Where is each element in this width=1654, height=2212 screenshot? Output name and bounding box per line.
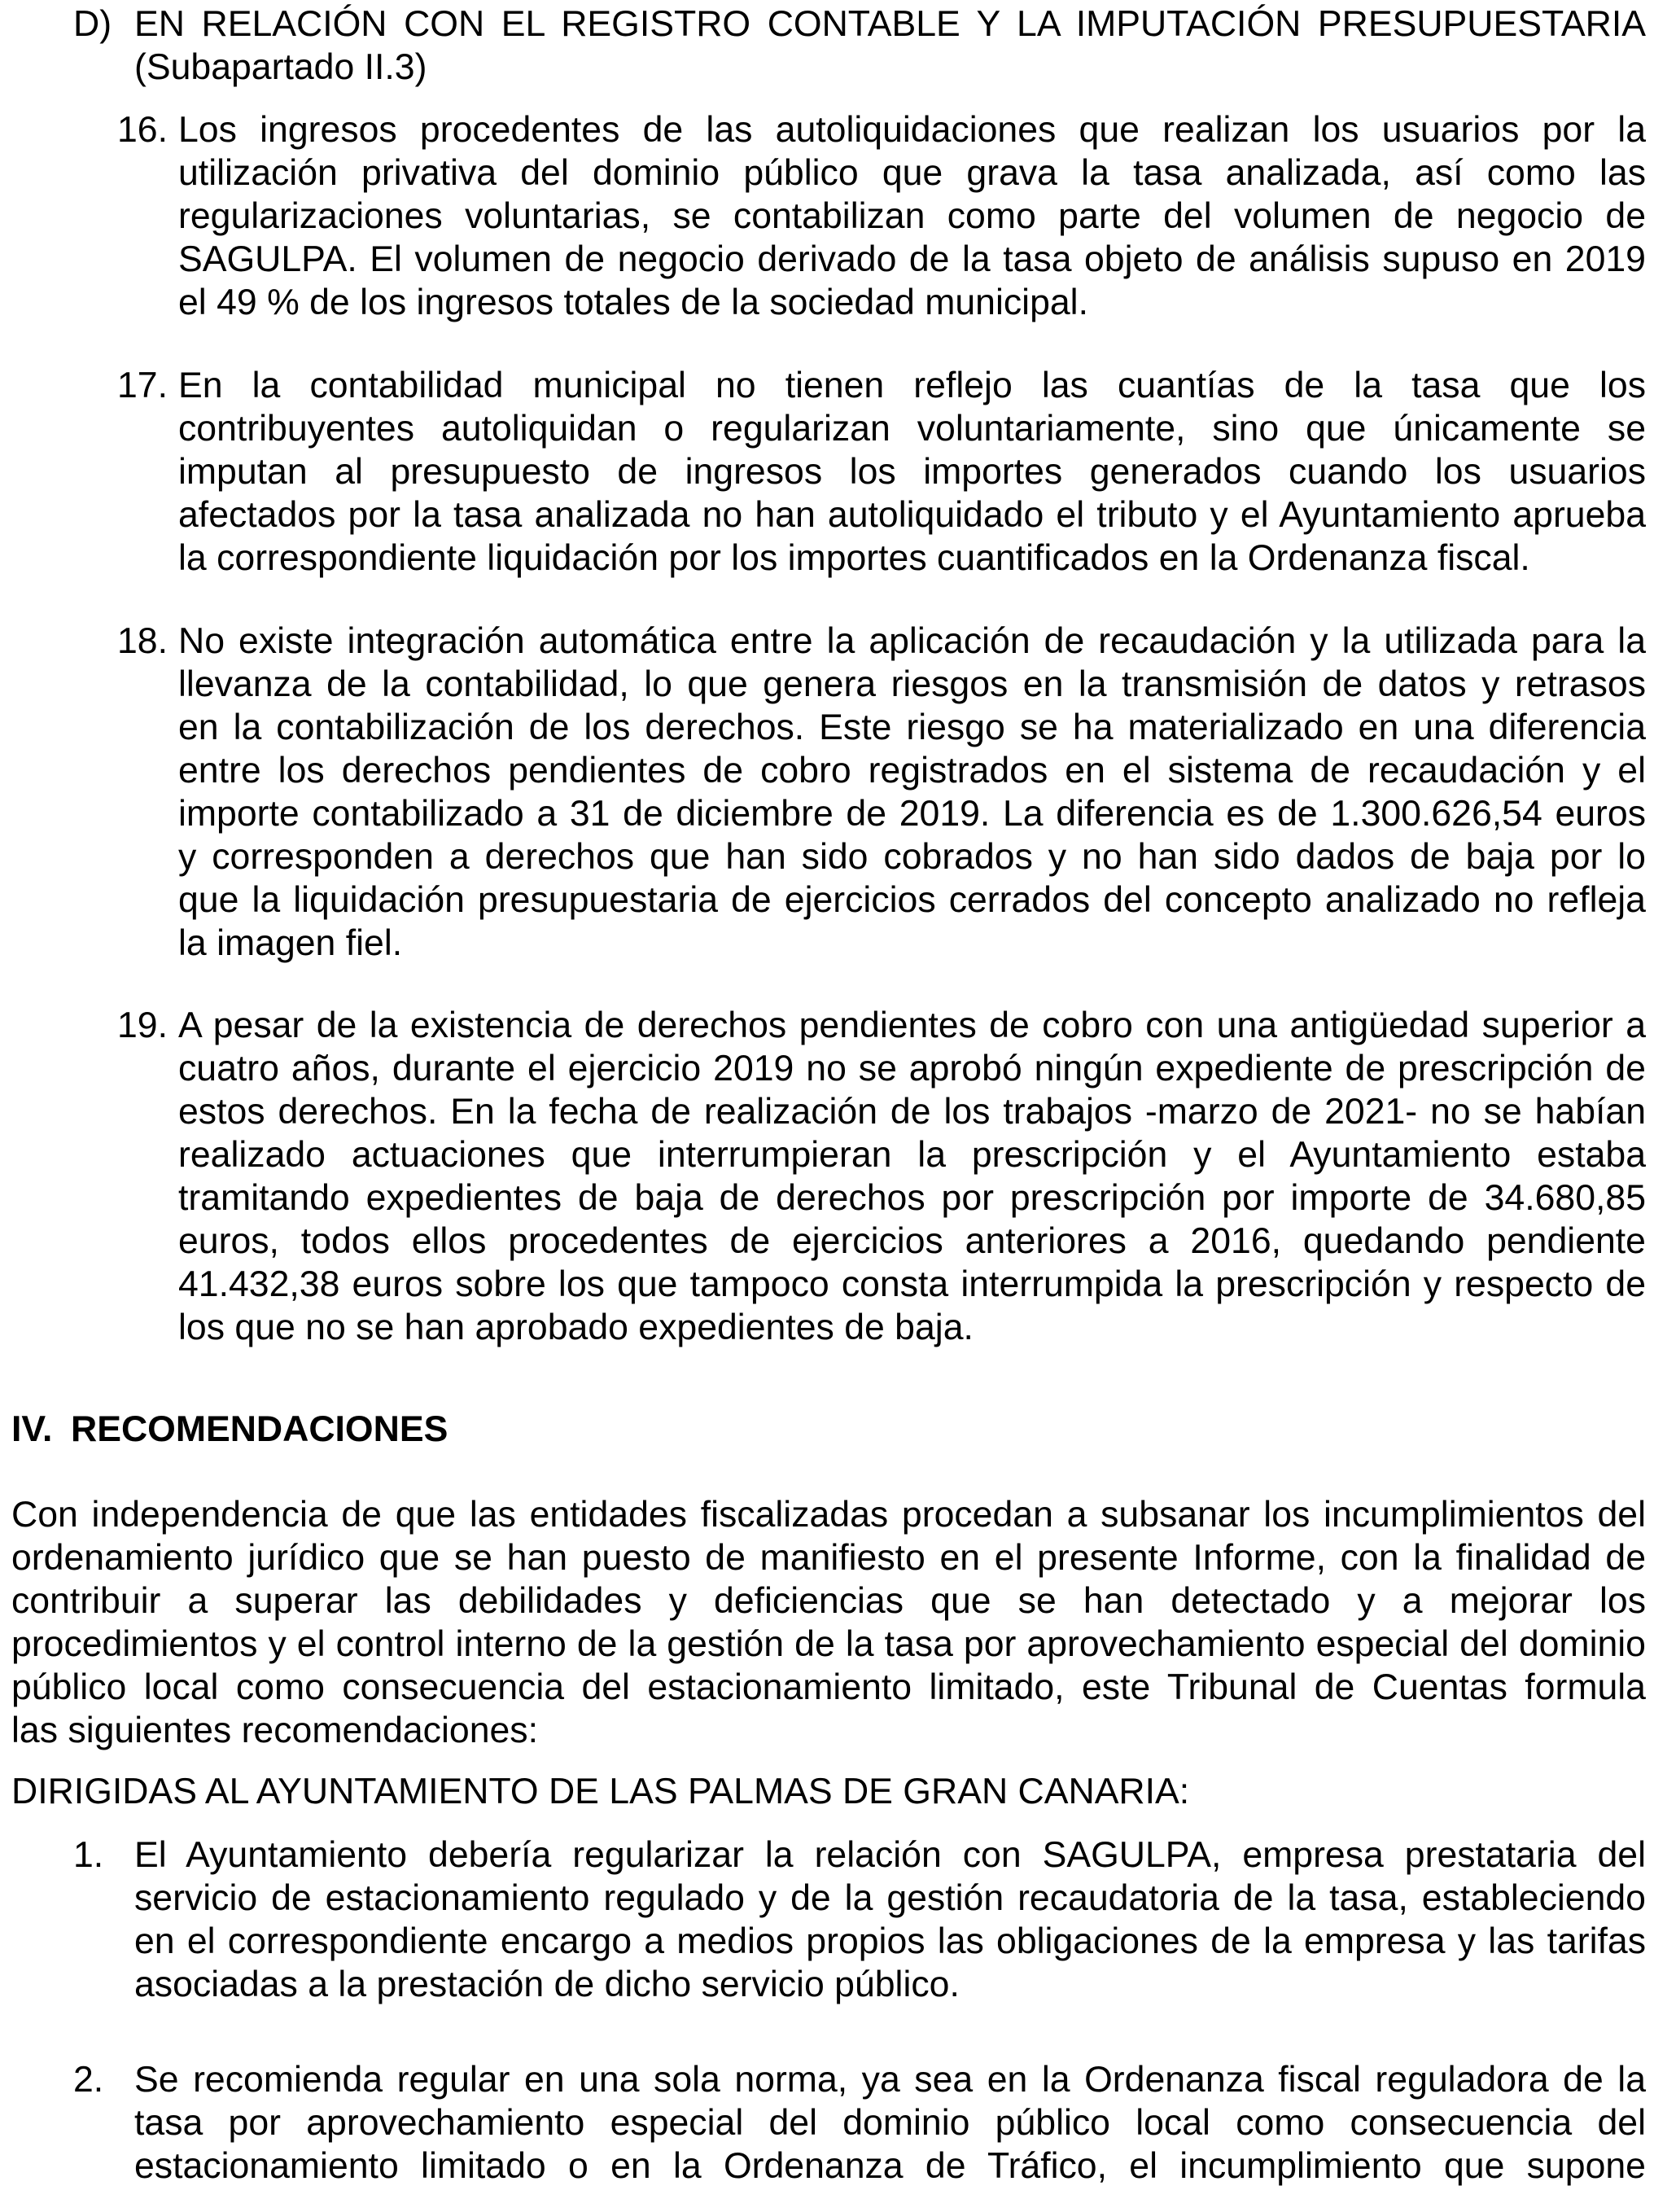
section-title (134, 2, 1646, 89)
text-line: ordenamiento jurídico que se han puesto de manifiesto en el presente Informe, con la finalidad de (11, 1538, 1646, 1578)
text-line: utilización privativa del dominio público que grava la tasa analizada, así como las (178, 153, 1646, 193)
text-line: tasa por aprovechamiento especial del dominio público local como consecuencia del (134, 2103, 1646, 2143)
text-line: procedimientos y el control interno de la gestión de la tasa por aprovechamiento especial del dominio (11, 1624, 1646, 1664)
section-title: RECOMENDACIONES (71, 1409, 449, 1449)
text-line: llevanza de la contabilidad, lo que genera riesgos en la transmisión de datos y retrasos (178, 664, 1646, 704)
text-line: el 49 % de los ingresos totales de la sociedad municipal. (178, 283, 1088, 322)
text-line: Los ingresos procedentes de las autoliquidaciones que realizan los usuarios por la (178, 110, 1646, 150)
text-line: (Subapartado II.3) (134, 47, 427, 87)
text-line: asociadas a la prestación de dicho servicio público. (134, 1965, 960, 2004)
recommendation-text (134, 1833, 1646, 2006)
text-line: contribuir a superar las debilidades y deficiencias que se han detectado y a mejorar los (11, 1581, 1646, 1621)
recommendation-text (134, 2058, 1646, 2188)
text-line: imputan al presupuesto de ingresos los importes generados cuando los usuarios (178, 452, 1646, 492)
text-line: realizado actuaciones que interrumpieran la prescripción y el Ayuntamiento estaba (178, 1135, 1646, 1175)
text-line: estacionamiento limitado o en la Ordenanza de Tráfico, el incumplimiento que supone (134, 2146, 1646, 2186)
text-line: Se recomienda regular en una sola norma, ya sea en la Ordenanza fiscal reguladora de la (134, 2060, 1646, 2100)
finding-text (178, 620, 1646, 965)
audience-text (11, 1770, 1646, 1813)
text-line: SAGULPA. El volumen de negocio derivado de la tasa objeto de análisis supuso en 2019 (178, 239, 1646, 279)
recommendation-number: 2. (73, 2060, 104, 2100)
section-label: D) (73, 4, 112, 44)
text-line: cuatro años, durante el ejercicio 2019 no se aprobó ningún expediente de prescripción de (178, 1049, 1646, 1088)
text-line: y corresponden a derechos que han sido cobrados y no han sido dados de baja por lo (178, 837, 1646, 877)
text-line: afectados por la tasa analizada no han autoliquidado el tributo y el Ayuntamiento aprueba (178, 495, 1646, 535)
text-line: las siguientes recomendaciones: (11, 1710, 538, 1750)
text-line: en la contabilización de los derechos. Este riesgo se ha materializado en una diferencia (178, 707, 1646, 747)
finding-number: 18. (117, 621, 168, 661)
text-line: los que no se han aprobado expedientes de baja. (178, 1307, 974, 1347)
text-line: EN RELACIÓN CON EL REGISTRO CONTABLE Y LA IMPUTACIÓN PRESUPUESTARIA (134, 4, 1646, 44)
text-line: El Ayuntamiento debería regularizar la relación con SAGULPA, empresa prestataria del (134, 1835, 1646, 1875)
text-line: A pesar de la existencia de derechos pendientes de cobro con una antigüedad superior a (178, 1005, 1646, 1045)
text-line: tramitando expedientes de baja de derechos por prescripción por importe de 34.680,85 (178, 1178, 1646, 1218)
finding-text (178, 108, 1646, 324)
text-line: 41.432,38 euros sobre los que tampoco consta interrumpida la prescripción y respecto de (178, 1264, 1646, 1304)
text-line: la correspondiente liquidación por los importes cuantificados en la Ordenanza fiscal. (178, 538, 1530, 578)
text-line: importe contabilizado a 31 de diciembre de 2019. La diferencia es de 1.300.626,54 euros (178, 794, 1646, 834)
finding-number: 17. (117, 366, 168, 405)
text-line: euros, todos ellos procedentes de ejercicios anteriores a 2016, quedando pendiente (178, 1221, 1646, 1261)
text-line: público local como consecuencia del estacionamiento limitado, este Tribunal de Cuentas formula (11, 1667, 1646, 1707)
text-line: la imagen fiel. (178, 923, 403, 963)
text-line: contribuyentes autoliquidan o regularizan voluntariamente, sino que únicamente se (178, 409, 1646, 449)
finding-text (178, 364, 1646, 580)
recommendation-number: 1. (73, 1835, 104, 1875)
text-line: servicio de estacionamiento regulado y de la gestión recaudatoria de la tasa, estableciendo (134, 1878, 1646, 1918)
finding-number: 19. (117, 1005, 168, 1045)
text-line: En la contabilidad municipal no tienen reflejo las cuantías de la tasa que los (178, 366, 1646, 405)
section-number: IV. (11, 1409, 53, 1449)
text-line: Con independencia de que las entidades fiscalizadas procedan a subsanar los incumplimientos del (11, 1495, 1646, 1535)
text-line: regularizaciones voluntarias, se contabilizan como parte del volumen de negocio de (178, 196, 1646, 236)
text-line: en el correspondiente encargo a medios propios las obligaciones de la empresa y las tarifas (134, 1921, 1646, 1961)
text-line: DIRIGIDAS AL AYUNTAMIENTO DE LAS PALMAS DE GRAN CANARIA: (11, 1772, 1190, 1811)
text-line: entre los derechos pendientes de cobro registrados en el sistema de recaudación y el (178, 751, 1646, 791)
finding-number: 16. (117, 110, 168, 150)
text-line: que la liquidación presupuestaria de ejercicios cerrados del concepto analizado no refleja (178, 880, 1646, 920)
finding-text (178, 1004, 1646, 1349)
intro-text (11, 1493, 1646, 1752)
text-line: No existe integración automática entre la aplicación de recaudación y la utilizada para la (178, 621, 1646, 661)
text-line: estos derechos. En la fecha de realización de los trabajos -marzo de 2021- no se habían (178, 1092, 1646, 1132)
